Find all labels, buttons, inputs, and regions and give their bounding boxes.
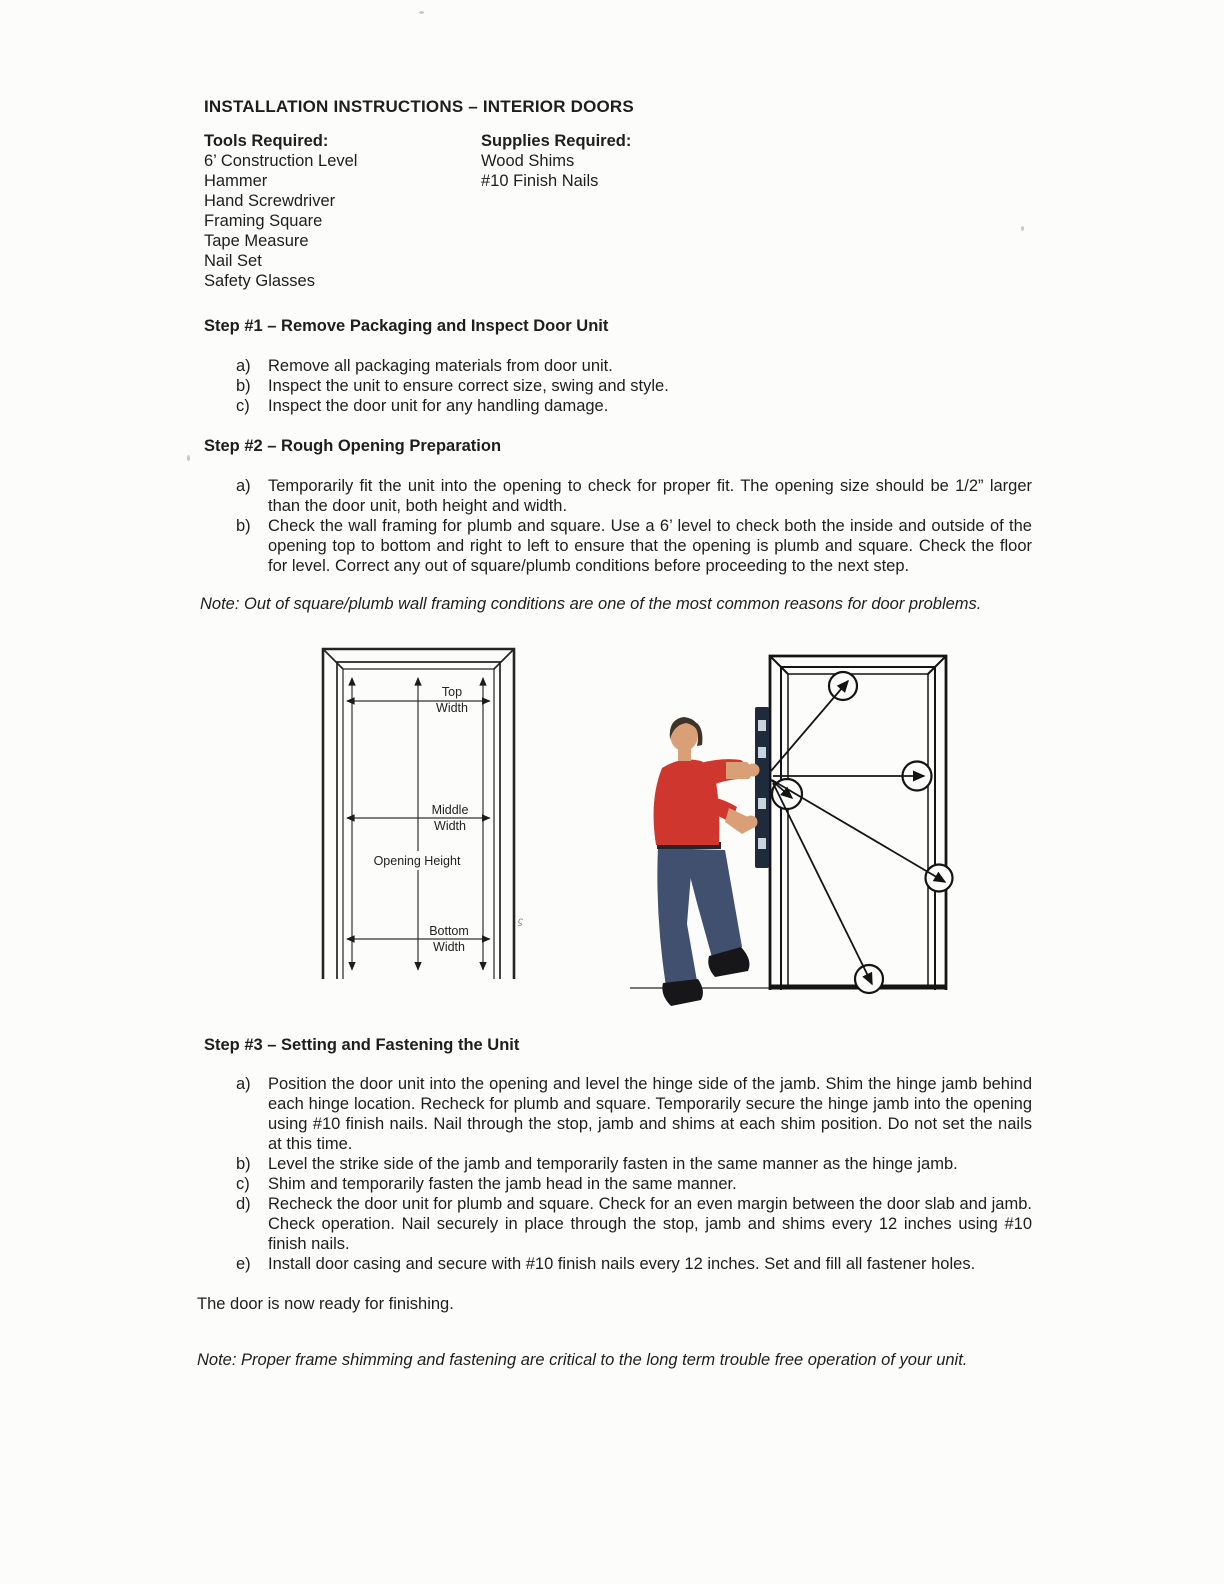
installer-hand bbox=[745, 816, 758, 829]
list-item bbox=[236, 516, 1032, 576]
step1-heading: Step #1 – Remove Packaging and Inspect Door Unit bbox=[204, 317, 609, 335]
item-label: c) bbox=[236, 397, 250, 415]
list-item bbox=[236, 476, 1032, 516]
step2-heading: Step #2 – Rough Opening Preparation bbox=[204, 437, 502, 455]
note-shimming: Note: Proper frame shimming and fastening are critical to the long term trouble free operation of your unit. bbox=[197, 1351, 968, 1369]
tool-item: Nail Set bbox=[204, 252, 262, 270]
scan-artifact bbox=[419, 11, 424, 14]
installer-shoe bbox=[662, 979, 703, 1006]
item-label: c) bbox=[236, 1175, 250, 1193]
tool-item: Hand Screwdriver bbox=[204, 192, 336, 210]
item-label: a) bbox=[236, 477, 251, 495]
item-text: Inspect the unit to ensure correct size, swing and style. bbox=[268, 377, 669, 395]
step1-list bbox=[236, 356, 1032, 416]
pencil-mark: ϛ bbox=[518, 916, 523, 927]
supply-item: Wood Shims bbox=[481, 152, 575, 170]
leveling-diagram bbox=[630, 656, 953, 1006]
tool-item: Tape Measure bbox=[204, 232, 309, 250]
list-item bbox=[236, 396, 1032, 416]
tools-heading: Tools Required: bbox=[204, 132, 329, 150]
item-text: Temporarily fit the unit into the opening to check for proper fit. The opening size should be 1/2” larger than the door unit, both height and width. bbox=[268, 477, 1032, 515]
installer-jeans bbox=[690, 849, 742, 961]
tool-item: Safety Glasses bbox=[204, 272, 315, 290]
check-point-arrows bbox=[770, 681, 945, 984]
item-text: Recheck the door unit for plumb and square. Check for an even margin between the door slab and jamb. Check operation. Nail securely in place through the stop, jamb and shims every 12 inches using #10 finish nails. bbox=[268, 1195, 1032, 1253]
list-item bbox=[236, 376, 1032, 396]
item-label: a) bbox=[236, 1075, 251, 1093]
opening-height-label: Opening Height bbox=[373, 854, 461, 868]
step3-heading: Step #3 – Setting and Fastening the Unit bbox=[204, 1036, 520, 1054]
middle-width-label: Middle bbox=[431, 803, 469, 817]
level-vial bbox=[758, 838, 766, 849]
item-text: Install door casing and secure with #10 finish nails every 12 inches. Set and fill all fastener holes. bbox=[268, 1255, 976, 1273]
supply-item: #10 Finish Nails bbox=[481, 172, 599, 190]
closing-line: The door is now ready for finishing. bbox=[197, 1295, 454, 1313]
supplies-heading: Supplies Required: bbox=[481, 132, 632, 150]
step2-list bbox=[236, 476, 1032, 576]
item-text: Check the wall framing for plumb and square. Use a 6’ level to check both the inside and outside of the opening top to bottom and right to left to ensure that the opening is plumb and square. Check the floor for level. Correct any out of square/plumb conditions before proceeding to the next step. bbox=[268, 517, 1032, 575]
level-vial bbox=[758, 747, 766, 758]
top-width-label: Top bbox=[441, 685, 463, 699]
list-item bbox=[236, 1154, 1032, 1174]
installer-figure bbox=[654, 717, 755, 1006]
bottom-width-label: Bottom bbox=[429, 924, 469, 938]
installer-hand bbox=[747, 764, 760, 777]
tool-item: 6’ Construction Level bbox=[204, 152, 358, 170]
bottom-width-label: Width bbox=[433, 940, 465, 954]
list-item bbox=[236, 1194, 1032, 1254]
top-width-label: Width bbox=[436, 701, 468, 715]
item-label: d) bbox=[236, 1195, 251, 1213]
tool-item: Framing Square bbox=[204, 212, 323, 230]
step3-list bbox=[236, 1074, 1032, 1274]
list-item bbox=[236, 356, 1032, 376]
item-text: Inspect the door unit for any handling damage. bbox=[268, 397, 609, 415]
scan-artifact bbox=[187, 455, 190, 461]
list-item bbox=[236, 1074, 1032, 1154]
item-label: a) bbox=[236, 357, 251, 375]
item-label: b) bbox=[236, 377, 251, 395]
rough-opening-diagram bbox=[323, 649, 523, 979]
item-text: Position the door unit into the opening and level the hinge side of the jamb. Shim the hinge jamb behind each hinge location. Recheck for plumb and square. Temporarily secure the hinge jamb into the opening using #10 finish nails. Nail through the stop, jamb and shims at each shim position. Do not set the nails at this time. bbox=[268, 1075, 1032, 1153]
tool-item: Hammer bbox=[204, 172, 268, 190]
item-text: Remove all packaging materials from door unit. bbox=[268, 357, 613, 375]
door-frame-illustration bbox=[770, 656, 946, 990]
item-label: b) bbox=[236, 517, 251, 535]
item-text: Level the strike side of the jamb and temporarily fasten in the same manner as the hinge jamb. bbox=[268, 1155, 958, 1173]
item-text: Shim and temporarily fasten the jamb head in the same manner. bbox=[268, 1175, 737, 1193]
scan-artifact bbox=[1021, 226, 1024, 231]
supplies-required-list bbox=[481, 131, 631, 191]
middle-width-label: Width bbox=[434, 819, 466, 833]
level-vial bbox=[758, 720, 766, 731]
level-vial bbox=[758, 798, 766, 809]
diagrams bbox=[0, 628, 1224, 1020]
note-framing: Note: Out of square/plumb wall framing conditions are one of the most common reasons for door problems. bbox=[200, 595, 982, 613]
item-label: b) bbox=[236, 1155, 251, 1173]
page-title: INSTALLATION INSTRUCTIONS – INTERIOR DOORS bbox=[204, 97, 634, 116]
item-label: e) bbox=[236, 1255, 251, 1273]
list-item bbox=[236, 1174, 1032, 1194]
list-item bbox=[236, 1254, 1032, 1274]
tools-required-list bbox=[204, 131, 357, 291]
level-tool bbox=[755, 707, 769, 868]
